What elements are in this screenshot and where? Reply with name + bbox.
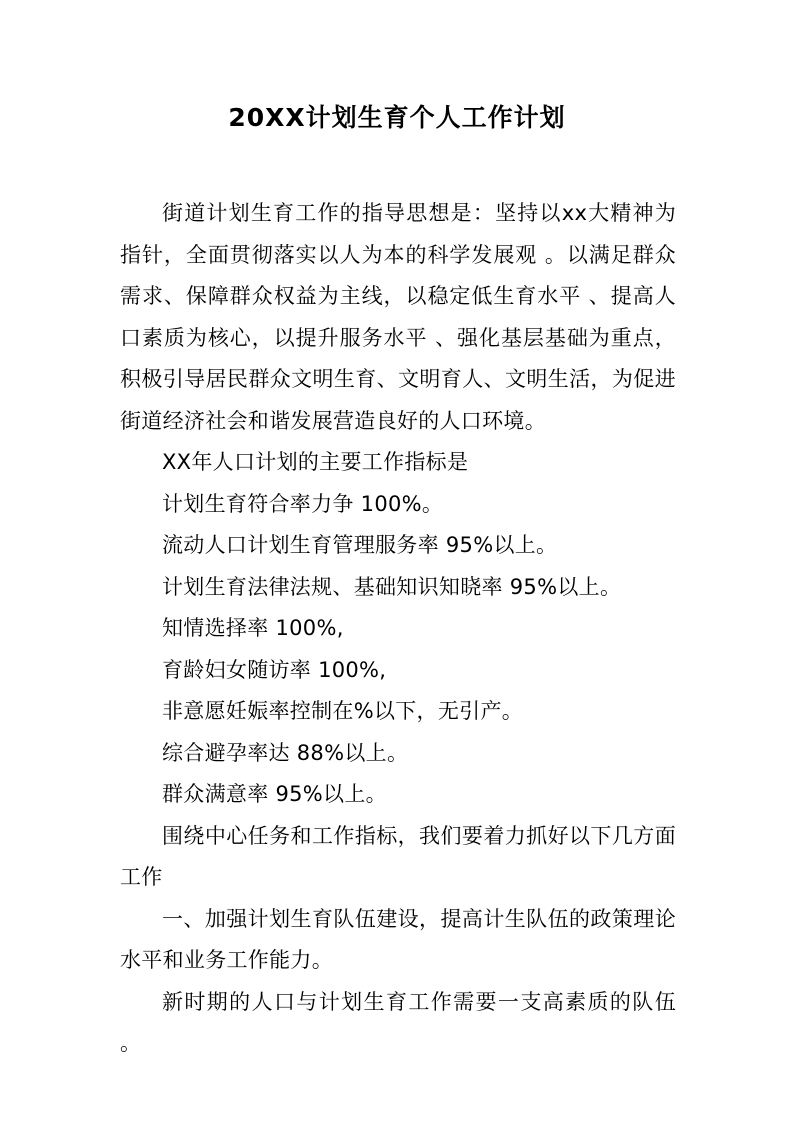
paragraph-satisfaction-rate: 群众满意率 95%以上。 [162, 782, 387, 806]
document-body [120, 193, 676, 1065]
paragraph-informed-choice-rate: 知情选择率 100%, [162, 616, 344, 640]
paragraph-indicators-heading: XX年人口计划的主要工作指标是 [162, 450, 469, 474]
paragraph-unintended-pregnancy: 非意愿妊娠率控制在%以下，无引产。 [162, 699, 524, 723]
paragraph-team-requirement: 新时期的人口与计划生育工作需要一支高素质的队伍 。 [120, 989, 676, 1055]
paragraph-guiding-ideology: 街道计划生育工作的指导思想是：坚持以xx大精神为指针，全面贯彻落实以人为本的科学发展观 。以满足群众需求、保障群众权益为主线，以稳定低生育水平 、提高人口素质为核心，以提升服务水平 、强化基层基础为重点，积极引导居民群众文明生育、文明育人、文明生活，为促进街道经济社会和谐发展营造良好的人口环境。 [120, 201, 676, 433]
paragraph-key-tasks: 围绕中心任务和工作指标，我们要着力抓好以下几方面工作 [120, 823, 676, 889]
paragraph-compliance-rate: 计划生育符合率力争 100%。 [162, 491, 444, 516]
paragraph-floating-population-rate: 流动人口计划生育管理服务率 95%以上。 [162, 533, 558, 557]
paragraph-follow-up-rate: 育龄妇女随访率 100%, [162, 657, 387, 682]
paragraph-awareness-rate: 计划生育法律法规、基础知识知晓率 95%以上。 [162, 574, 622, 599]
paragraph-contraception-rate: 综合避孕率达 88%以上。 [162, 740, 409, 765]
paragraph-section-one: 一、加强计划生育队伍建设，提高计生队伍的政策理论水平和业务工作能力。 [120, 906, 676, 972]
document-title: 20XX计划生育个人工作计划 [228, 103, 566, 132]
